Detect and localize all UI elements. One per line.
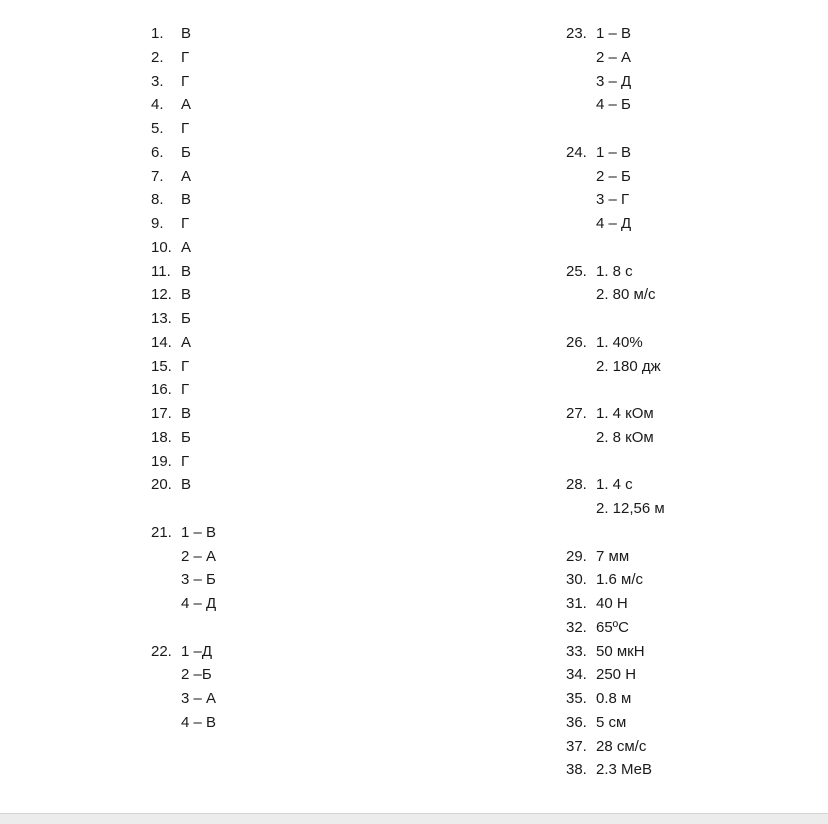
answer-line xyxy=(566,568,665,592)
question-number: 17. xyxy=(151,405,172,422)
question-number: 26. xyxy=(566,333,587,351)
question-number: 9. xyxy=(151,215,164,232)
answer-value: 40 Н xyxy=(596,595,628,612)
answer-line xyxy=(566,260,665,284)
answer-value: 2.3 МеВ xyxy=(596,761,653,779)
answer-value: Г xyxy=(181,72,190,90)
blank-line xyxy=(566,521,665,545)
question-number: 32. xyxy=(566,618,587,636)
answer-line xyxy=(151,568,216,592)
question-number: 3. xyxy=(151,72,164,90)
answer-value: В xyxy=(181,286,192,304)
answer-line xyxy=(151,711,216,735)
answer-line xyxy=(151,355,216,379)
answer-value: 2. 180 дж xyxy=(596,357,661,375)
answer-value: 1. 40% xyxy=(596,333,643,351)
answer-line xyxy=(151,46,216,70)
question-number: 5. xyxy=(151,120,164,137)
answer-value: 1 – В xyxy=(596,143,632,161)
question-number: 2. xyxy=(151,48,164,66)
answer-value: 2. 8 кОм xyxy=(596,428,654,446)
question-number: 22. xyxy=(151,642,172,660)
answer-line xyxy=(566,545,665,569)
question-number: 1. xyxy=(151,25,164,42)
answer-value: 4 – В xyxy=(181,713,217,731)
answer-value: 4 – Д xyxy=(596,215,632,232)
question-number: 6. xyxy=(151,143,164,161)
answer-line xyxy=(566,426,665,450)
answer-value: 5 см xyxy=(596,713,627,731)
answer-line xyxy=(566,22,665,46)
answer-value: В xyxy=(181,476,192,494)
answer-value: 28 см/с xyxy=(596,737,647,755)
answer-line xyxy=(566,640,665,664)
question-number: 15. xyxy=(151,357,172,375)
answer-line xyxy=(566,165,665,189)
answer-value: В xyxy=(181,405,192,422)
answer-value: Б xyxy=(181,143,191,161)
question-number: 36. xyxy=(566,713,587,731)
question-number: 37. xyxy=(566,737,587,755)
answer-line xyxy=(151,260,216,284)
answer-line xyxy=(151,188,216,212)
answer-value: 1. 8 с xyxy=(596,262,633,280)
answer-line xyxy=(566,711,665,735)
page-bottom-edge xyxy=(0,813,828,824)
answer-line xyxy=(566,473,665,497)
question-number: 19. xyxy=(151,452,172,470)
question-number: 20. xyxy=(151,476,172,494)
question-number: 27. xyxy=(566,405,587,422)
question-number: 21. xyxy=(151,523,172,541)
answer-line xyxy=(151,687,216,711)
answer-value: 3 – Г xyxy=(596,191,630,209)
answer-value: 250 Н xyxy=(596,666,637,684)
question-number: 35. xyxy=(566,690,587,707)
answer-line xyxy=(566,497,665,521)
answer-value: 1 –Д xyxy=(181,642,213,660)
blank-line xyxy=(566,450,665,474)
question-number: 33. xyxy=(566,642,587,660)
answer-value: 2 – А xyxy=(181,547,217,565)
answer-value: 2 – А xyxy=(596,48,632,66)
answer-line xyxy=(566,663,665,687)
answer-line xyxy=(151,141,216,165)
answer-value: Г xyxy=(181,48,190,66)
answer-line xyxy=(566,188,665,212)
answer-line xyxy=(151,283,216,307)
answer-line xyxy=(151,663,216,687)
answer-value: В xyxy=(181,25,192,42)
answer-line xyxy=(566,402,665,426)
answer-value: А xyxy=(181,238,192,256)
answer-line xyxy=(151,426,216,450)
question-number: 8. xyxy=(151,191,164,209)
answer-value: Г xyxy=(181,357,190,375)
answer-line xyxy=(566,212,665,236)
answer-line xyxy=(566,735,665,759)
answer-line xyxy=(566,616,665,640)
answer-line xyxy=(566,758,665,782)
answer-line xyxy=(151,212,216,236)
question-number: 31. xyxy=(566,595,587,612)
question-number: 38. xyxy=(566,761,587,779)
answer-value: Б xyxy=(181,428,191,446)
answer-line xyxy=(151,402,216,426)
blank-line xyxy=(151,616,216,640)
question-number: 11. xyxy=(151,262,171,280)
answer-value: Г xyxy=(181,381,190,399)
answer-value: 7 мм xyxy=(596,547,630,565)
right-answer-column xyxy=(566,22,665,782)
answer-line xyxy=(151,331,216,355)
answer-value: 2. 80 м/с xyxy=(596,286,656,304)
answer-value: Б xyxy=(181,310,191,327)
answer-value: Г xyxy=(181,215,190,232)
question-number: 7. xyxy=(151,167,164,185)
answer-line xyxy=(151,117,216,141)
question-number: 4. xyxy=(151,96,164,114)
answer-line xyxy=(566,93,665,117)
answer-value: 4 – Д xyxy=(181,595,217,612)
answer-line xyxy=(151,450,216,474)
answer-value: 3 – Б xyxy=(181,571,216,589)
answer-line xyxy=(151,236,216,260)
answer-value: 1 – В xyxy=(181,523,217,541)
blank-line xyxy=(566,117,665,141)
blank-line xyxy=(566,307,665,331)
answer-value: 1.6 м/с xyxy=(596,571,643,589)
answer-line xyxy=(566,283,665,307)
answer-value: Г xyxy=(181,452,190,470)
answer-line xyxy=(566,46,665,70)
question-number: 10. xyxy=(151,238,172,256)
answer-value: А xyxy=(181,96,192,114)
answer-value: 1. 4 кОм xyxy=(596,405,654,422)
answer-value: Г xyxy=(181,120,190,137)
question-number: 24. xyxy=(566,143,587,161)
question-number: 14. xyxy=(151,333,172,351)
answer-line xyxy=(566,70,665,94)
answer-line xyxy=(566,687,665,711)
answer-value: 0.8 м xyxy=(596,690,632,707)
question-number: 23. xyxy=(566,25,587,42)
answer-line xyxy=(151,70,216,94)
answer-value: В xyxy=(181,191,192,209)
answer-line xyxy=(151,592,216,616)
answer-value: 2 – Б xyxy=(596,167,631,185)
answer-line xyxy=(151,545,216,569)
question-number: 16. xyxy=(151,381,172,399)
question-number: 13. xyxy=(151,310,172,327)
answer-value: 4 – Б xyxy=(596,96,631,114)
answer-value: 2. 12,56 м xyxy=(596,500,665,517)
answer-value: А xyxy=(181,167,192,185)
answer-line xyxy=(566,355,665,379)
answer-line xyxy=(151,640,216,664)
blank-line xyxy=(151,497,216,521)
question-number: 12. xyxy=(151,286,172,304)
answer-line xyxy=(151,378,216,402)
answer-line xyxy=(151,93,216,117)
answer-value: 2 –Б xyxy=(181,666,212,684)
answer-line xyxy=(566,331,665,355)
answer-line xyxy=(151,307,216,331)
answer-value: 1 – В xyxy=(596,25,632,42)
answer-value: 3 – Д xyxy=(596,72,632,90)
blank-line xyxy=(566,236,665,260)
answer-value: 65ºC xyxy=(596,618,629,636)
answer-value: 3 – А xyxy=(181,690,217,707)
answer-value: 50 мкН xyxy=(596,642,645,660)
question-number: 30. xyxy=(566,571,587,589)
answer-value: В xyxy=(181,262,192,280)
answer-line xyxy=(566,141,665,165)
answer-value: 1. 4 с xyxy=(596,476,633,494)
blank-line xyxy=(566,378,665,402)
left-answer-column xyxy=(151,22,216,735)
question-number: 29. xyxy=(566,547,587,565)
question-number: 18. xyxy=(151,428,172,446)
answer-line xyxy=(566,592,665,616)
answer-value: А xyxy=(181,333,192,351)
answer-line xyxy=(151,473,216,497)
answer-line xyxy=(151,165,216,189)
answer-line xyxy=(151,521,216,545)
question-number: 25. xyxy=(566,262,587,280)
question-number: 34. xyxy=(566,666,587,684)
question-number: 28. xyxy=(566,476,587,494)
answer-line xyxy=(151,22,216,46)
